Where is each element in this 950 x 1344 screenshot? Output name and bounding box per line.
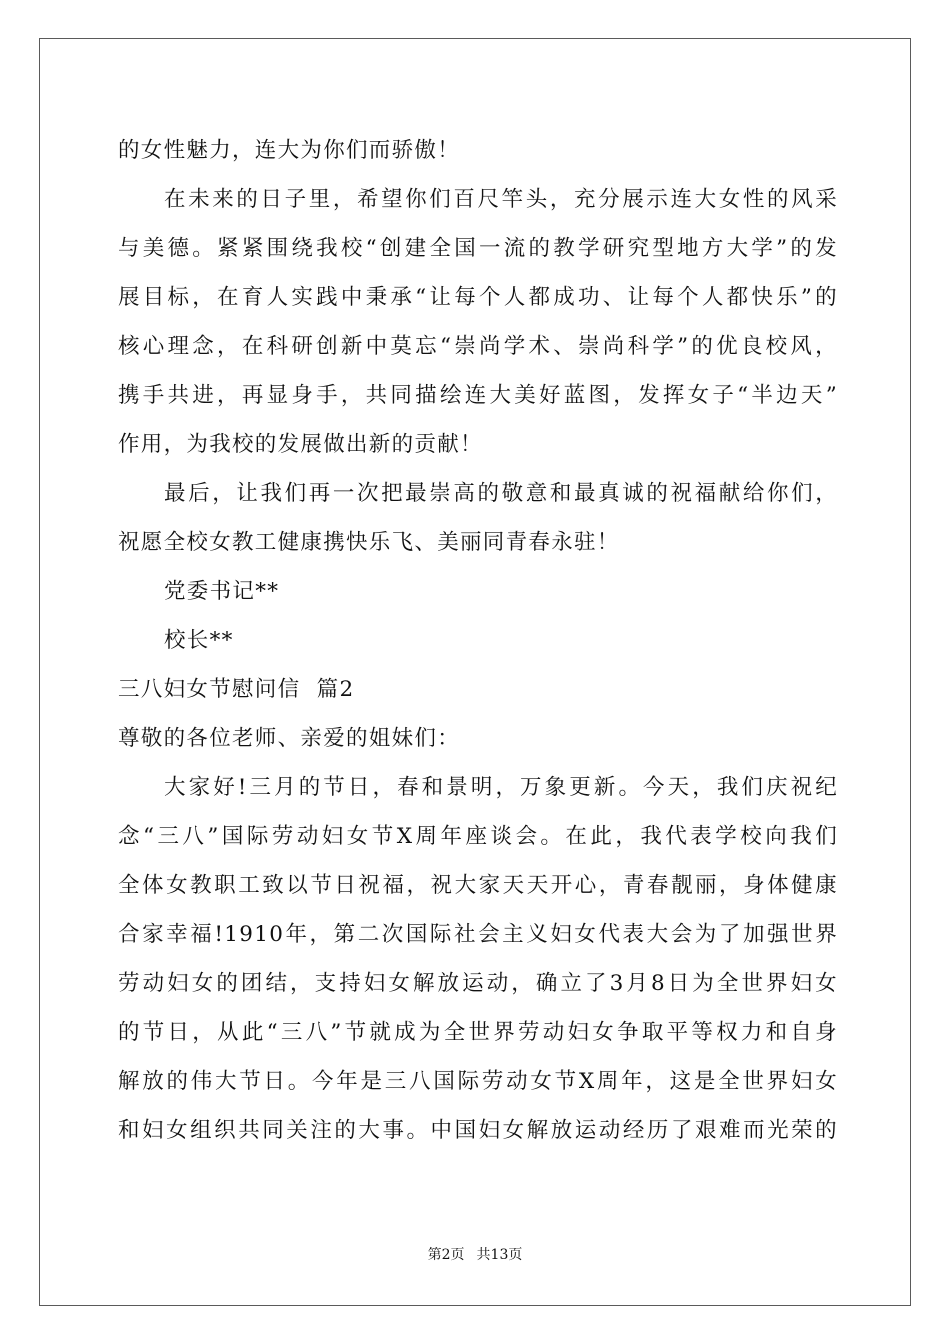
page-number: 第2页	[427, 1247, 465, 1263]
text-line: 核心理念，在科研创新中莫忘“崇尚学术、崇尚科学”的优良校风，	[118, 334, 838, 359]
page-total: 共13页	[476, 1247, 523, 1263]
section-heading: 三八妇女节慰问信 篇2	[118, 677, 355, 702]
text-line: 的节日，从此“三八”节就成为全世界劳动妇女争取平等权力和自身	[118, 1020, 838, 1045]
document-body	[118, 126, 838, 1155]
text-line: 展目标，在育人实践中秉承“让每个人都成功、让每个人都快乐”的	[118, 285, 838, 310]
page-footer	[0, 1244, 950, 1264]
text-line: 的女性魅力，连大为你们而骄傲！	[118, 138, 461, 163]
text-line: 大家好!三月的节日，春和景明，万象更新。今天，我们庆祝纪	[164, 775, 838, 800]
text-line: 与美德。紧紧围绕我校“创建全国一流的教学研究型地方大学”的发	[118, 236, 838, 261]
text-line: 念“三八”国际劳动妇女节X周年座谈会。在此，我代表学校向我们	[118, 824, 838, 849]
text-line: 作用，为我校的发展做出新的贡献！	[118, 432, 483, 457]
signature-line: 校长**	[164, 628, 234, 653]
text-line: 祝愿全校女教工健康携快乐飞、美丽同青春永驻！	[118, 530, 620, 555]
text-line: 劳动妇女的团结，支持妇女解放运动，确立了3月8日为全世界妇女	[118, 971, 838, 996]
salutation: 尊敬的各位老师、亲爱的姐妹们：	[118, 726, 461, 751]
text-line: 全体女教职工致以节日祝福，祝大家天天开心，青春靓丽，身体健康	[118, 873, 838, 898]
text-line: 和妇女组织共同关注的大事。中国妇女解放运动经历了艰难而光荣的	[118, 1118, 838, 1143]
text-line: 携手共进，再显身手，共同描绘连大美好蓝图，发挥女子“半边天”	[118, 383, 838, 408]
text-line: 解放的伟大节日。今年是三八国际劳动女节X周年，这是全世界妇女	[118, 1069, 838, 1094]
signature-line: 党委书记**	[164, 579, 280, 604]
text-line: 在未来的日子里，希望你们百尺竿头，充分展示连大女性的风采	[164, 187, 838, 212]
text-line: 合家幸福!1910年，第二次国际社会主义妇女代表大会为了加强世界	[118, 922, 838, 947]
text-line: 最后，让我们再一次把最崇高的敬意和最真诚的祝福献给你们，	[164, 481, 838, 506]
